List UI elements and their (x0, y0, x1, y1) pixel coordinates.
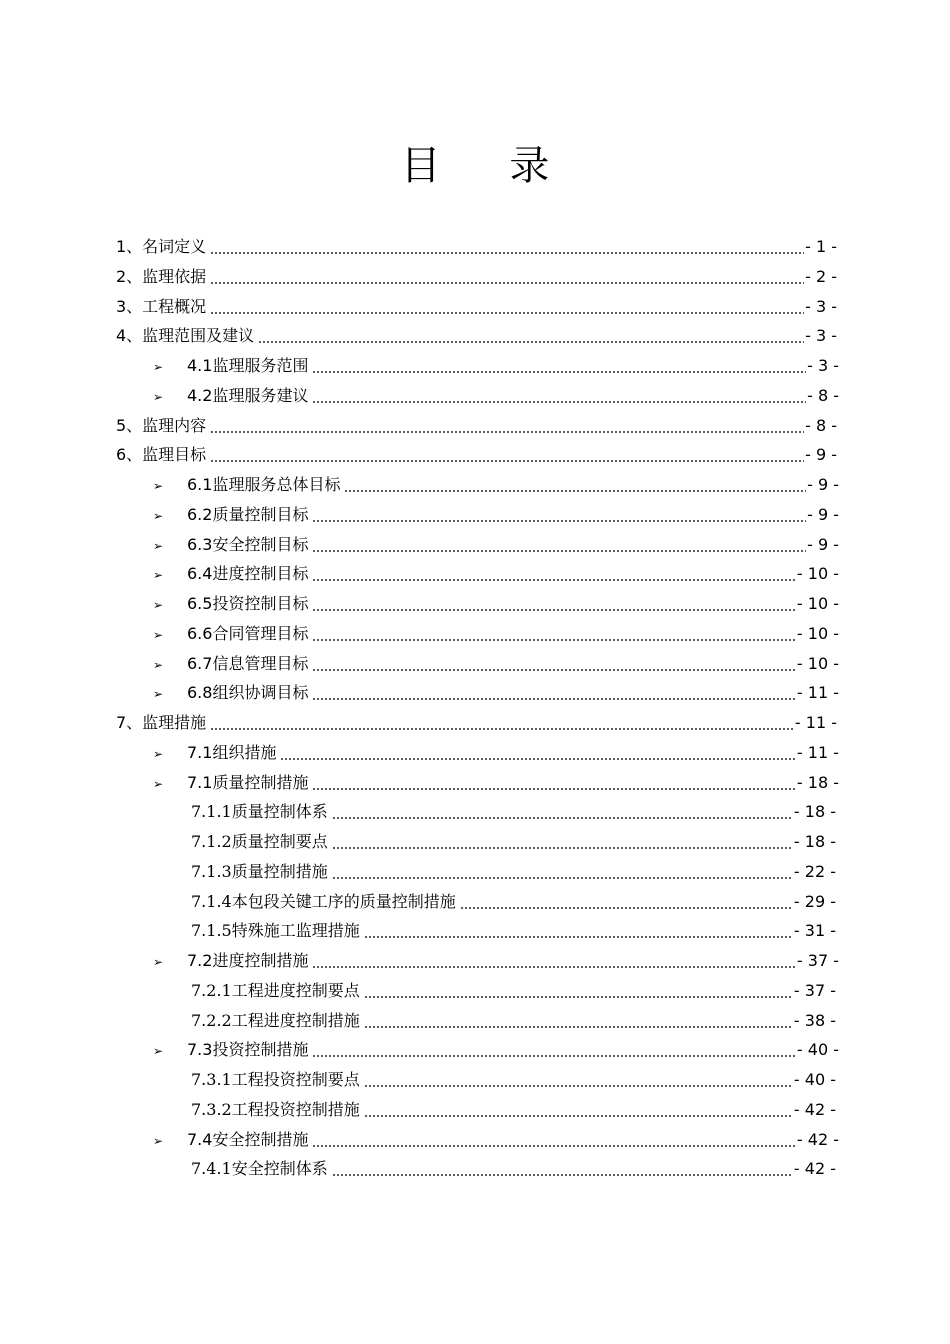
toc-entry-page-number: - 40 - (796, 1040, 839, 1060)
toc-entry[interactable] (0, 589, 950, 619)
toc-entry[interactable] (0, 857, 950, 887)
toc-entry[interactable] (0, 292, 950, 322)
dot-leader (364, 1085, 793, 1087)
toc-entry[interactable] (0, 887, 950, 917)
arrowhead-bullet-icon: ➢ (153, 1133, 164, 1148)
toc-entry-label: 7.1.3质量控制措施 (191, 861, 328, 881)
toc-entry-label: 7、监理措施 (116, 713, 207, 732)
arrowhead-bullet-icon: ➢ (153, 568, 164, 583)
toc-entry[interactable] (0, 262, 950, 292)
arrowhead-bullet-icon: ➢ (153, 955, 164, 969)
toc-entry-page-number: - 18 - (796, 772, 839, 792)
dot-leader (312, 401, 806, 403)
arrowhead-bullet-icon: ➢ (153, 538, 164, 553)
toc-entry-label: 6.6合同管理目标 (187, 623, 309, 643)
toc-entry[interactable] (0, 1065, 950, 1095)
toc-entry[interactable] (0, 797, 950, 827)
toc-row (116, 712, 837, 734)
toc-entry-page-number: - 29 - (793, 891, 836, 911)
arrowhead-bullet-icon: ➢ (153, 776, 164, 791)
toc-entry-page-number: - 10 - (796, 594, 839, 613)
toc-entry-label: 7.1质量控制措施 (187, 772, 309, 792)
toc-entry-label: 7.3投资控制措施 (187, 1040, 309, 1060)
arrowhead-bullet-icon: ➢ (153, 598, 164, 612)
toc-entry-label: 6.8组织协调目标 (187, 683, 309, 703)
toc-entry[interactable] (0, 232, 950, 262)
toc-entry-label: 7.4.1安全控制体系 (191, 1159, 328, 1179)
toc-entry-page-number: - 3 - (807, 356, 839, 375)
toc-row (191, 1099, 836, 1121)
dot-leader (364, 1026, 793, 1028)
toc-entry-label: 4.1监理服务范围 (187, 356, 309, 375)
toc-row (187, 623, 839, 645)
toc-entry[interactable] (0, 321, 950, 351)
dot-leader (460, 907, 793, 909)
dot-leader (312, 1145, 795, 1147)
arrowhead-bullet-icon: ➢ (153, 1044, 164, 1059)
toc-entry[interactable] (0, 500, 950, 530)
toc-entry-label: 7.2.2工程进度控制措施 (191, 1010, 360, 1030)
toc-entry-label: 1、名词定义 (116, 237, 207, 256)
toc-entry-page-number: - 9 - (807, 475, 839, 494)
table-of-contents (0, 232, 950, 1184)
toc-entry-page-number: - 18 - (793, 802, 836, 822)
toc-row (191, 861, 836, 883)
toc-entry-page-number: - 3 - (805, 326, 837, 346)
toc-entry-label: 7.4安全控制措施 (187, 1129, 309, 1149)
dot-leader (312, 520, 806, 522)
toc-entry-page-number: - 42 - (793, 1159, 836, 1179)
toc-entry-page-number: - 11 - (794, 713, 837, 732)
toc-row (187, 385, 839, 407)
toc-entry-page-number: - 10 - (796, 653, 839, 673)
toc-row (116, 325, 837, 347)
toc-row (116, 444, 837, 466)
toc-row (187, 1039, 839, 1061)
toc-entry-label: 6.2质量控制目标 (187, 504, 309, 524)
toc-entry-label: 7.3.2工程投资控制措施 (191, 1099, 360, 1119)
arrowhead-bullet-icon: ➢ (153, 360, 164, 374)
dot-leader (332, 847, 793, 849)
toc-row (187, 742, 839, 764)
dot-leader (312, 698, 795, 700)
dot-leader (312, 788, 795, 790)
arrowhead-bullet-icon: ➢ (153, 687, 164, 702)
toc-entry-label: 6.3安全控制目标 (187, 534, 309, 554)
toc-entry-page-number: - 42 - (793, 1099, 836, 1119)
toc-row (191, 1069, 836, 1091)
arrowhead-bullet-icon: ➢ (153, 479, 164, 493)
toc-row (187, 563, 839, 585)
toc-entry[interactable] (0, 559, 950, 589)
toc-entry-page-number: - 42 - (796, 1129, 839, 1149)
toc-entry[interactable] (0, 619, 950, 649)
toc-entry-label: 6.7信息管理目标 (187, 653, 309, 673)
toc-entry[interactable] (0, 678, 950, 708)
toc-row (191, 1158, 836, 1180)
toc-entry-page-number: - 10 - (796, 564, 839, 584)
toc-entry[interactable] (0, 381, 950, 411)
toc-row (187, 593, 839, 615)
toc-entry[interactable] (0, 1095, 950, 1125)
toc-entry-page-number: - 2 - (805, 266, 837, 286)
toc-entry-page-number: - 1 - (805, 237, 837, 256)
toc-entry-label: 6.1监理服务总体目标 (187, 475, 341, 494)
toc-entry-page-number: - 38 - (793, 1010, 836, 1030)
toc-row (187, 950, 839, 972)
toc-entry-label: 7.2进度控制措施 (187, 951, 309, 970)
toc-entry-page-number: - 9 - (807, 534, 839, 554)
toc-row (191, 980, 836, 1002)
dot-leader (210, 431, 804, 433)
toc-row (116, 236, 837, 258)
toc-row (187, 534, 839, 556)
toc-entry-label: 7.3.1工程投资控制要点 (191, 1070, 360, 1089)
toc-row (116, 266, 837, 288)
toc-row (191, 1010, 836, 1032)
dot-leader (258, 341, 804, 343)
toc-entry-label: 5、监理内容 (116, 415, 207, 435)
toc-entry-page-number: - 3 - (805, 296, 837, 316)
toc-entry[interactable] (0, 1125, 950, 1155)
dot-leader (364, 996, 793, 998)
toc-entry[interactable] (0, 1035, 950, 1065)
toc-entry[interactable] (0, 768, 950, 798)
toc-entry[interactable] (0, 411, 950, 441)
toc-entry-page-number: - 31 - (793, 921, 836, 941)
toc-row (191, 891, 836, 913)
toc-entry-page-number: - 22 - (793, 861, 836, 881)
toc-entry-label: 7.2.1工程进度控制要点 (191, 980, 360, 1000)
toc-entry-label: 7.1.2质量控制要点 (191, 832, 328, 851)
toc-entry-label: 7.1.5特殊施工监理措施 (191, 921, 360, 941)
toc-row (187, 772, 839, 794)
toc-row (187, 1129, 839, 1151)
dot-leader (210, 252, 804, 254)
dot-leader (210, 460, 804, 462)
toc-row (187, 355, 839, 377)
dot-leader (312, 669, 795, 671)
toc-entry[interactable] (0, 976, 950, 1006)
dot-leader (364, 936, 793, 938)
dot-leader (312, 1055, 795, 1057)
toc-row (116, 415, 837, 437)
dot-leader (210, 728, 794, 730)
arrowhead-bullet-icon: ➢ (153, 627, 164, 642)
toc-entry-label: 7.1组织措施 (187, 742, 277, 762)
toc-entry[interactable] (0, 946, 950, 976)
dot-leader (312, 550, 806, 552)
toc-entry[interactable] (0, 738, 950, 768)
dot-leader (312, 579, 795, 581)
toc-entry[interactable] (0, 916, 950, 946)
dot-leader (210, 312, 804, 314)
page-title: 目 录 (400, 143, 578, 189)
dot-leader (312, 609, 795, 611)
toc-entry-label: 2、监理依据 (116, 266, 207, 286)
arrowhead-bullet-icon: ➢ (153, 746, 164, 761)
toc-entry-page-number: - 11 - (796, 742, 839, 762)
toc-entry-page-number: - 37 - (796, 951, 839, 970)
dot-leader (364, 1115, 793, 1117)
toc-entry[interactable] (0, 1006, 950, 1036)
toc-entry-label: 7.1.4本包段关键工序的质量控制措施 (191, 891, 456, 911)
toc-entry-label: 3、工程概况 (116, 296, 207, 316)
dot-leader (210, 282, 804, 284)
dot-leader (312, 639, 795, 641)
toc-entry-label: 6、监理目标 (116, 445, 207, 465)
arrowhead-bullet-icon: ➢ (153, 657, 164, 672)
toc-entry-label: 4.2监理服务建议 (187, 385, 309, 405)
toc-entry-page-number: - 40 - (793, 1070, 836, 1089)
toc-entry[interactable] (0, 470, 950, 500)
toc-entry[interactable] (0, 649, 950, 679)
toc-entry-page-number: - 9 - (805, 445, 837, 465)
toc-entry[interactable] (0, 530, 950, 560)
toc-entry-page-number: - 11 - (796, 683, 839, 703)
toc-entry[interactable] (0, 708, 950, 738)
dot-leader (332, 1174, 793, 1176)
toc-row (116, 296, 837, 318)
toc-entry[interactable] (0, 827, 950, 857)
arrowhead-bullet-icon: ➢ (153, 508, 164, 523)
dot-leader (344, 490, 806, 492)
toc-entry-page-number: - 9 - (807, 504, 839, 524)
toc-entry-page-number: - 18 - (793, 832, 836, 851)
toc-entry[interactable] (0, 440, 950, 470)
toc-entry[interactable] (0, 1154, 950, 1184)
toc-entry-label: 4、监理范围及建议 (116, 326, 255, 346)
dot-leader (332, 877, 793, 879)
toc-row (191, 831, 836, 853)
toc-entry[interactable] (0, 351, 950, 381)
dot-leader (280, 758, 795, 760)
toc-row (187, 653, 839, 675)
toc-entry-page-number: - 8 - (805, 415, 837, 435)
toc-entry-label: 6.4进度控制目标 (187, 564, 309, 584)
toc-entry-label: 7.1.1质量控制体系 (191, 802, 328, 822)
toc-row (187, 682, 839, 704)
toc-entry-label: 6.5投资控制目标 (187, 594, 309, 613)
toc-row (187, 474, 839, 496)
toc-row (191, 920, 836, 942)
toc-entry-page-number: - 8 - (807, 385, 839, 405)
dot-leader (312, 966, 795, 968)
arrowhead-bullet-icon: ➢ (153, 389, 164, 404)
toc-entry-page-number: - 37 - (793, 980, 836, 1000)
dot-leader (312, 371, 806, 373)
toc-entry-page-number: - 10 - (796, 623, 839, 643)
toc-row (187, 504, 839, 526)
dot-leader (332, 817, 793, 819)
toc-row (191, 801, 836, 823)
